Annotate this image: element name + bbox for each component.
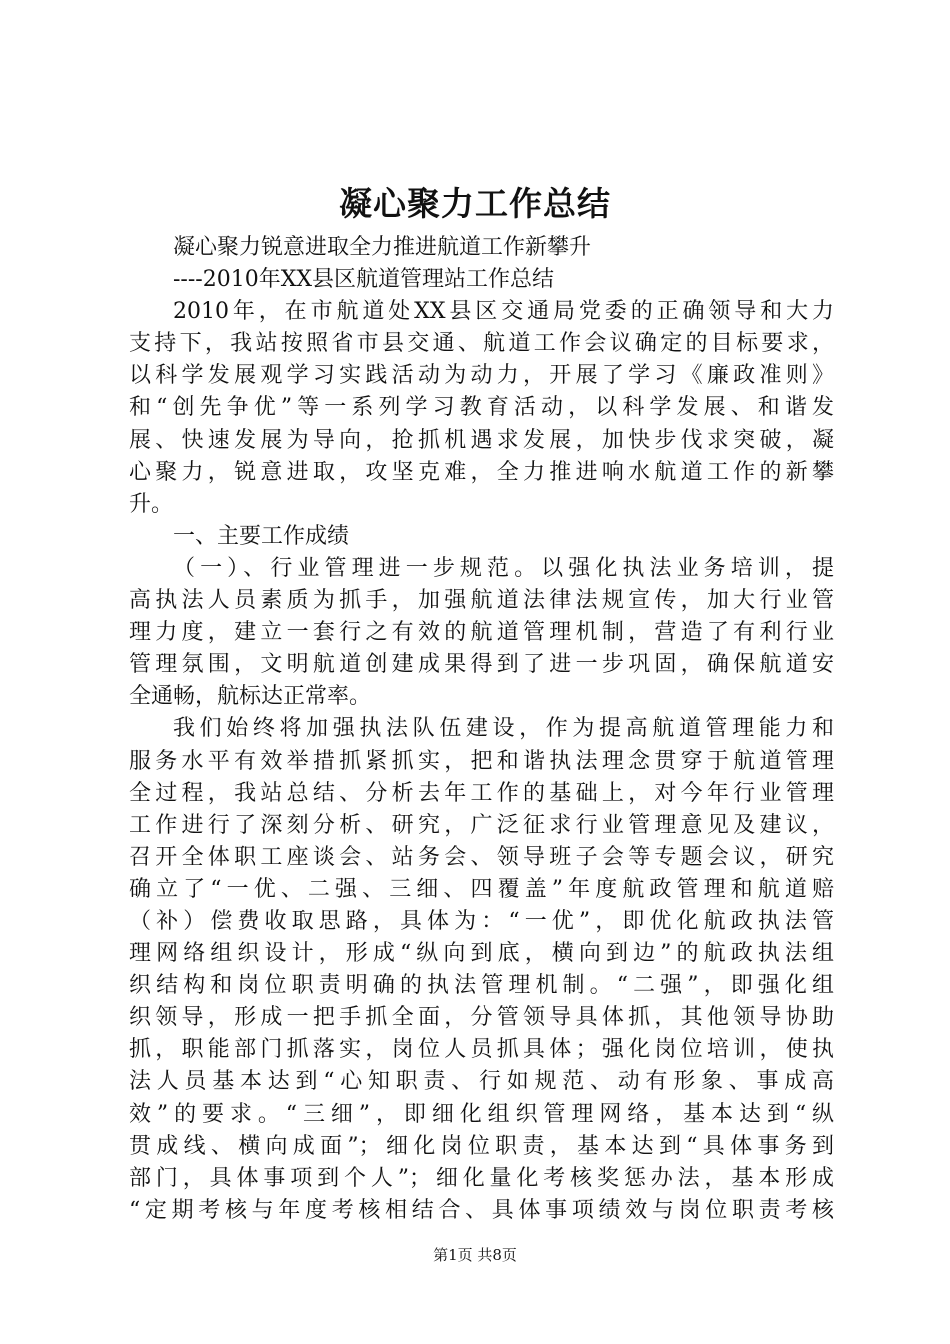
text-line: 服务水平有效举措抓紧抓实，把和谐执法理念贯穿于航道管理 [129, 748, 834, 774]
text-line: 全通畅，航标达正常率。 [129, 684, 372, 710]
document-title: 凝心聚力工作总结 [339, 184, 611, 223]
text-line: 凝心聚力锐意进取全力推进航道工作新攀升 [173, 235, 592, 260]
text-line: 理力度，建立一套行之有效的航道管理机制，营造了有利行业 [129, 620, 834, 646]
text-line: 全过程，我站总结、分析去年工作的基础上，对今年行业管理 [129, 780, 834, 806]
text-line: 管理氛围，文明航道创建成果得到了进一步巩固，确保航道安 [129, 652, 834, 678]
text-line: 我们始终将加强执法队伍建设，作为提高航道管理能力和 [173, 716, 834, 742]
text-line: 一、主要工作成绩 [173, 523, 350, 549]
text-line: 高执法人员素质为抓手，加强航道法律法规宣传，加大行业管 [129, 588, 834, 614]
page-number: 第1页 共8页 [433, 1246, 517, 1264]
text-line: 法人员基本达到“心知职责、行如规范、动有形象、事成高 [129, 1069, 834, 1095]
text-line: （补）偿费收取思路，具体为：“一优”，即优化航政执法管 [129, 908, 834, 934]
text-line: 2010年，在市航道处XX县区交通局党委的正确领导和大力 [173, 299, 834, 325]
text-line: 织结构和岗位职责明确的执法管理机制。“二强”，即强化组 [129, 973, 834, 999]
text-line: 心聚力，锐意进取，攻坚克难，全力推进响水航道工作的新攀 [129, 459, 834, 485]
text-line: 升。 [129, 491, 174, 517]
text-line: ----2010年XX县区航道管理站工作总结 [173, 267, 555, 293]
text-line: “定期考核与年度考核相结合、具体事项绩效与岗位职责考核 [129, 1197, 834, 1223]
text-line: 工作进行了深刻分析、研究，广泛征求行业管理意见及建议， [129, 812, 834, 838]
text-line: 抓，职能部门抓落实，岗位人员抓具体；强化岗位培训，使执 [129, 1037, 834, 1063]
text-line: 召开全体职工座谈会、站务会、领导班子会等专题会议，研究 [129, 844, 834, 870]
text-line: 效”的要求。“三细”，即细化组织管理网络，基本达到“纵 [129, 1101, 834, 1127]
text-line: 理网络组织设计，形成“纵向到底，横向到边”的航政执法组 [129, 941, 834, 967]
text-line: 确立了“一优、二强、三细、四覆盖”年度航政管理和航道赔 [129, 876, 834, 902]
text-line: 织领导，形成一把手抓全面，分管领导具体抓，其他领导协助 [129, 1005, 834, 1031]
text-line: 展、快速发展为导向，抢抓机遇求发展，加快步伐求突破，凝 [129, 427, 834, 453]
text-line: 贯成线、横向成面”；细化岗位职责，基本达到“具体事务到 [129, 1133, 834, 1159]
text-line: 部门，具体事项到个人”；细化量化考核奖惩办法，基本形成 [129, 1165, 834, 1191]
text-line: （一）、行业管理进一步规范。以强化执法业务培训，提 [173, 555, 834, 581]
document-body [129, 232, 834, 1227]
text-line: 以科学发展观学习实践活动为动力，开展了学习《廉政准则》 [129, 363, 834, 389]
text-line: 支持下，我站按照省市县交通、航道工作会议确定的目标要求， [129, 331, 834, 357]
text-line: 和“创先争优”等一系列学习教育活动，以科学发展、和谐发 [129, 395, 834, 421]
